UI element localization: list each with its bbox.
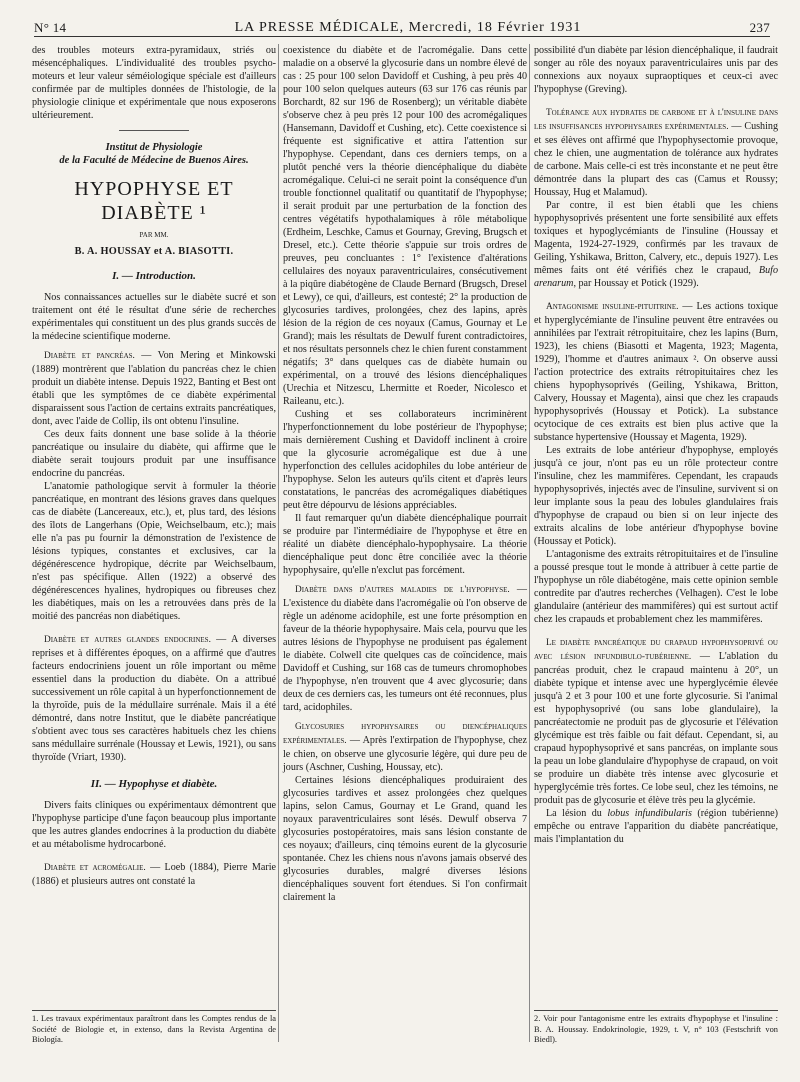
byline-prefix: PAR MM. [139,231,169,239]
footnote-rule [534,1010,778,1011]
paragraph: Le diabète pancréatique du crapaud hypophysoprivé ou avec lésion infundibulo-tubérienne. — L'ablation du pancréas produit, chez le crapaud maintenu à 20°, un diabète typique et intense avec une hyperglycémie élevée jusqu'à 2 et 3 pour 100 et une forte glycosurie. Si l'animal est hypophysoprivé (ou sans lobe glandulaire), la pancréatectomie ne produit pas de glycosurie et l'élévation glycémique est très faible ou fait défaut. Cependant, si, au crapaud hypophysoprivé et sans pancréas, on implante sous la peau un lobe glandulaire d'hypophyse de crapaud, on voit se produire un diabète très intense avec glycosurie et hyperglycémie très fortes. Ce lobe seul, chez les témoins, ne produit pas de glycosurie et élève très peu la glycémie. [534,638,778,806]
paragraph: Antagonisme insuline-pituitrine. — Les actions toxique et hyperglycémiante de l'insuline peuvent être entravées ou annihilées par l'extrait rétropituitaire, chez les lapins (Burn, 1923), les chiens (Biasotti et Magenta, 1923; Magenta, 1929), l'homme et d'autres animaux ². On observe aussi l'action protectrice des extraits rétropituitaires chez les chiens hypophysoprivés (Geiling, Yshikawa, Britton, Calvery, Houssay et Magenta), ainsi que chez les crapauds hypophysoprivés (Houssay et Potick). La substance ocytocique de ces extraits est bien plus active que la substance hypertensive (Houssay et Magenta, 1929). [534,301,778,443]
paragraph: Divers faits cliniques ou expérimentaux démontrent que l'hypophyse participe d'une façon beaucoup plus importante que les autres glandes endocrines à la production du diabète et au métabolisme hydrocarboné. [32,800,276,850]
paragraph: La lésion du lobus infundibularis (région tubérienne) empêche ou entrave l'apparition du diabète pancréatique, mais l'implantation du [534,808,778,845]
paragraph: Ces deux faits donnent une base solide à la théorie pancréatique ou insulaire du diabète, qui affirme que le diabète serait toujours produit par une insuffisance endocrine du pancréas. [32,429,276,479]
footnote-rule [32,1010,276,1011]
faculty-name: de la Faculté de Médecine de Buenos Aires. [59,155,249,166]
paragraph: Diabète et autres glandes endocrines. — A diverses reprises et à différentes époques, on a affirmé que d'autres facteurs endocriniens jouent un rôle important ou même essentiel dans la production du diabète. On a attribué successivement un rôle capital à un hyperfonctionnement de la thyroïde, puis de la médullaire surrénale. Mais il a été démontré, dans notre Institut, que le diabète pancréatique s'obtient avec tous ses caractères habituels chez les chiens sans médullaire surrénale (Houssay et Lewis, 1921), ou sans thyroïde (Vriart, 1930). [32,634,276,763]
article-title: HYPOPHYSE ET DIABÈTE ¹ [74,178,234,224]
column-rule [529,44,530,1042]
paragraph: Nos connaissances actuelles sur le diabète sucré et son traitement ont été le résultat d'une série de recherches expérimentales qui constituent un des plus grands succès de la médecine scientifique moderne. [32,292,276,342]
institute-name: Institut de Physiologie [105,142,203,153]
paragraph: possibilité d'un diabète par lésion diencéphalique, il faudrait songer au rôle des noyaux paraventriculaires unis par des connexions aux noyaux supraoptiques et ceux-ci avec l'hypophyse (Greving). [534,45,778,95]
column-3 [534,44,778,846]
section-heading: II. — Hypophyse et diabète. [90,778,218,790]
article-authors: B. A. HOUSSAY et A. BIASOTTI. [74,246,234,257]
page-number: 237 [749,20,770,35]
footnote: 1. Les travaux expérimentaux paraîtront dans les Comptes rendus de la Société de Biologie et, in extenso, dans la Revista Argentina de Biología. [32,1014,276,1044]
footnote: 2. Voir pour l'antagonisme entre les extraits d'hypophyse et l'insuline : B. A. Houssay. Endokrinologie, 1929, t. V, n° 103 (Festschrift von Biedl). [534,1014,778,1044]
paragraph: Diabète et pancréas. — Von Mering et Minkowski (1889) montrèrent que l'ablation du pancréas chez le chien produit un diabète intense. Depuis 1922, Banting et Best ont établi que les symptômes de ce diabète expérimental disparaissent sous l'action de certains extraits pancréatiques, dont, avec l'aide de Collip, ils ont obtenu l'insuline. [32,350,276,427]
divider [119,130,189,131]
section-heading: I. — Introduction. [112,270,196,282]
issue-number: N° 14 [34,20,67,35]
paragraph: L'anatomie pathologique servit à formuler la théorie pancréatique, en montrant des lésions graves dans quelques cas de diabète (Lancereaux, etc.), et, plus tard, des lésions des îlots de Langerhans (Opie, Weichselbaum, etc.); mais elle n'a pas pu fournir la démonstration de l'existence de lésions typiques, constantes et exclusives, car la dégénérescence hydropique, décrite par Weichselbaum, n'est pas spécifique. Allen (1922) a observé des dégénérescences hyalines, hydropiques ou fibreuses chez les diabétiques, mais on les a retrouvées dans près de la moitié des pancréas non diabétiques. [32,481,276,622]
column-2 [283,44,527,904]
paragraph: L'antagonisme des extraits rétropituitaires et de l'insuline a poussé presque tout le monde à attribuer à cette partie de l'hypophyse un rôle diabétogène, mais cette opinion semble contredite par d'autres recherches (Velhagen). C'est le lobe glandulaire (antérieur des mammifères) qui est surtout actif chez les crapauds et probablement chez les mammifères. [534,549,778,625]
paragraph: Tolérance aux hydrates de carbone et à l'insuline dans les insuffisances hypophysaires expérimentales. — Cushing et ses élèves ont affirmé que l'hypophysectomie provoque, chez le chien, une augmentation de tolérance aux hydrates de carbone. Mais celle-ci est très inconstante et ne peut être démontrée dans la plupart des cas (Camus et Roussy; Houssay, Hug et Malamud). [534,108,778,198]
column-rule [278,44,279,1042]
paragraph: Par contre, il est bien établi que les chiens hypophysoprivés présentent une forte sensibilité aux effets toxiques et hypoglycémiants de l'insuline (Houssay et Magenta, 1924-27-1929, confirmés par les travaux de Geiling, Yshikawa, Britton, Calvery, etc., depuis 1927). Les mêmes faits ont été vérifiés chez le crapaud, Bufo arenarum, par Houssay et Potick (1929). [534,200,778,289]
paragraph: Glycosuries hypophysaires ou diencéphaliques expérimentales. — Après l'extirpation de l'hypophyse, chez le chien, on observe une glycosurie légère, qui dure peu de jours (Aschner, Cushing, Houssay, etc). [283,722,527,773]
journal-title: LA PRESSE MÉDICALE, Mercredi, 18 Février 1931 [234,20,582,35]
page-header [34,14,770,37]
paragraph: Certaines lésions diencéphaliques produiraient des glycosuries tardives et assez prolongées chez quelques lapins, selon Camus, Gournay et Le Grand, quand les noyaux paraventriculaires sont lésés. Dewulf observa 7 glycosuries postopératoires, mais sans lésion constante de ces noyaux; d'ailleurs, cinq témoins eurent de la glycosurie spontanée. Chez les chiens nous n'avons jamais observé des glycosuries durables, malgré diverses lésions diencéphaliques souvent fort étendues. Si l'on confirmait clairement la [283,775,527,903]
paragraph: Il faut remarquer qu'un diabète diencéphalique pourrait se produire par l'intermédiaire de l'hypophyse et être en réalité un diabète diencéphalo-hypophysaire. La théorie diencéphalique peut donc être conciliée avec la théorie hypophysaire, qu'elle n'exclut pas forcément. [283,513,527,576]
paragraph: Diabète et acromégalie. — Loeb (1884), Pierre Marie (1886) et plusieurs autres ont constaté la [32,862,276,887]
column-1 [32,44,276,888]
paragraph: coexistence du diabète et de l'acromégalie. Dans cette maladie on a observé la glycosurie dans un nombre élevé de cas : 25 pour 100 selon Davidoff et Cushing, à peu près 40 pour 100 selon quelques auteurs (63 sur 176 cas réunis par Borchardt, 82 sur 196 de Rosenberg); un véritable diabète s'observe chez à peu près 12 pour 100 des acromégaliques (Hansemann, Davidoff et Cushing, etc). Cette coexistence si fréquente est significative et attira l'attention sur l'hypophyse. Cependant, dans ces derniers temps, on a plutôt penché vers la théorie diencéphalique du diabète acromégalique. Celui-ci ne serait point la conséquence d'un trouble fonctionnel qualitatif ou quantitatif de l'hypophyse; il serait produit par une perturbation de la fonction des centres végétatifs hypothalamiques à rôle métabolique (Erdheim, Leschke, Camus et Gournay, Greving, Brugsch et Dresel, etc.). Cette théorie s'appuie sur trois ordres de preuves, peu concluantes : 1° l'existence d'altérations cellulaires des noyaux paraventriculaires, consécutivement à la piqûre diabétogène de Claude Bernard (Brugsch, Dresel et Lewy), ce qui, d'ailleurs, est contesté; 2° la production de glycosuries tardives, prolongées, chez des lapins, après lésion de la région de ces noyaux (Camus, Gournay et Le Grand); mais les résultats de Dewulf furent contradictoires, et nos résultats personnels chez le chien furent constamment négatifs; 3° dans quelques cas de diabète humain ou expérimental, on a trouvé des lésions diencéphaliques (Urechia et Nitzescu, Lhermitte et Roeder, Nicolesco et Raileanu, etc.). [283,45,527,407]
paragraph: Les extraits de lobe antérieur d'hypophyse, employés jusqu'à ce jour, n'ont pas eu un rôle protecteur contre l'insuline, chez les mammifères. Cependant, les crapauds hypophysoprivés, injectés avec de l'insuline, survivent si on leur implante sous la peau des lobules glandulaires frais d'hypophyse de crapaud ou bien si on leur injecte des extraits alcalins de lobe antérieur d'hypophyse bovine (Houssay et Potick). [534,445,778,547]
paragraph: des troubles moteurs extra-pyramidaux, striés ou mésencéphaliques. L'individualité des troubles psycho-moteurs et leur valeur séméiologique spéciale est d'ailleurs confirmée par de multiples données de l'histologie, de la physiologie clinique et expérimentale que nous exposerons ultérieurement. [32,45,276,121]
paragraph: Cushing et ses collaborateurs incriminèrent l'hyperfonctionnement du lobe postérieur de l'hypophyse; mais dernièrement Cushing et Davidoff inclinent à croire que la glycosurie acromégalique est due à une hyperfonction des cellules acidophiles du lobe antérieur de l'hypophyse. Selon les auteurs qu'ils citent et d'après leurs constatations, le pancréas des acromégaliques diabétiques peut être dépourvu de lésions appréciables. [283,409,527,511]
paragraph: Diabète dans d'autres maladies de l'hypophyse. — L'existence du diabète dans l'acromégalie où l'on observe de règle un adénome acidophile, est une forte présomption en faveur de la théorie hypophysaire. Mais cela, pourvu que les autres lésions de l'hypophyse ne produisent pas également le diabète. Colwell cite quelques cas de coïncidence, mais Davidoff et Cushing, sur 168 cas de tumeurs chromophobes de l'hypophyse, n'en trouvent que 4 avec glycosurie; dans deux de ces derniers cas, les tumeurs ont été reconnues, plus tard, acidophiles. [283,584,527,713]
